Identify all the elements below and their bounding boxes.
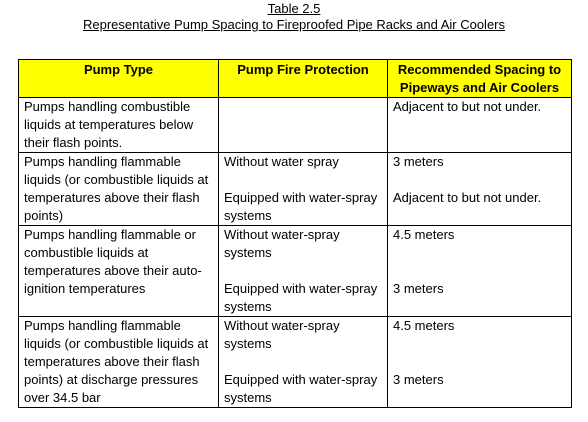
spacing-cell: Adjacent to but not under. [388,98,572,153]
cell-spacer [393,262,566,280]
table-number: Table 2.5 [267,1,321,16]
protection-option-1: Without water spray [224,154,339,169]
fire-protection-cell [219,226,388,317]
pump-type-cell: Pumps handling flammable or combustible liquids at temperatures above their auto-ignition temperatures [19,226,219,317]
cell-spacer [393,353,566,371]
cell-spacer [393,244,566,262]
table-row [19,98,572,153]
table-title: Representative Pump Spacing to Fireproofed Pipe Racks and Air Coolers [83,17,505,32]
cell-spacer [224,353,382,371]
spacing-option-1: 3 meters [393,154,444,169]
header-pump-type: Pump Type [19,60,219,98]
spacing-option-1: 4.5 meters [393,227,455,242]
fire-protection-cell [219,98,388,153]
table-header-row [19,60,572,98]
protection-option-2: Equipped with water-spray systems [224,281,378,314]
pump-spacing-table [18,59,572,408]
protection-option-1: Without water-spray systems [224,227,340,260]
spacing-option-2: 3 meters [393,372,444,387]
table-row [19,153,572,226]
spacing-option-1: 4.5 meters [393,318,455,333]
cell-spacer [224,262,382,280]
protection-option-1: Without water-spray systems [224,318,340,351]
spacing-cell [388,226,572,317]
fire-protection-cell [219,153,388,226]
pump-type-cell: Pumps handling flammable liquids (or combustible liquids at temperatures above their flash points) at discharge pressures over 34.5 bar [19,317,219,408]
protection-option-2: Equipped with water-spray systems [224,372,378,405]
cell-spacer [224,171,382,189]
spacing-option-2: 3 meters [393,281,444,296]
table-row [19,226,572,317]
spacing-cell [388,153,572,226]
header-recommended-spacing: Recommended Spacing to Pipeways and Air Coolers [388,60,572,98]
table-row [19,317,572,408]
header-pump-fire-protection: Pump Fire Protection [219,60,388,98]
spacing-option-2: Adjacent to but not under. [393,190,542,205]
cell-spacer [393,171,566,189]
pump-type-cell: Pumps handling combustible liquids at temperatures below their flash points. [19,98,219,153]
cell-spacer [393,335,566,353]
protection-option-2: Equipped with water-spray systems [224,190,378,223]
spacing-cell [388,317,572,408]
fire-protection-cell [219,317,388,408]
pump-type-cell: Pumps handling flammable liquids (or combustible liquids at temperatures above their flash points) [19,153,219,226]
